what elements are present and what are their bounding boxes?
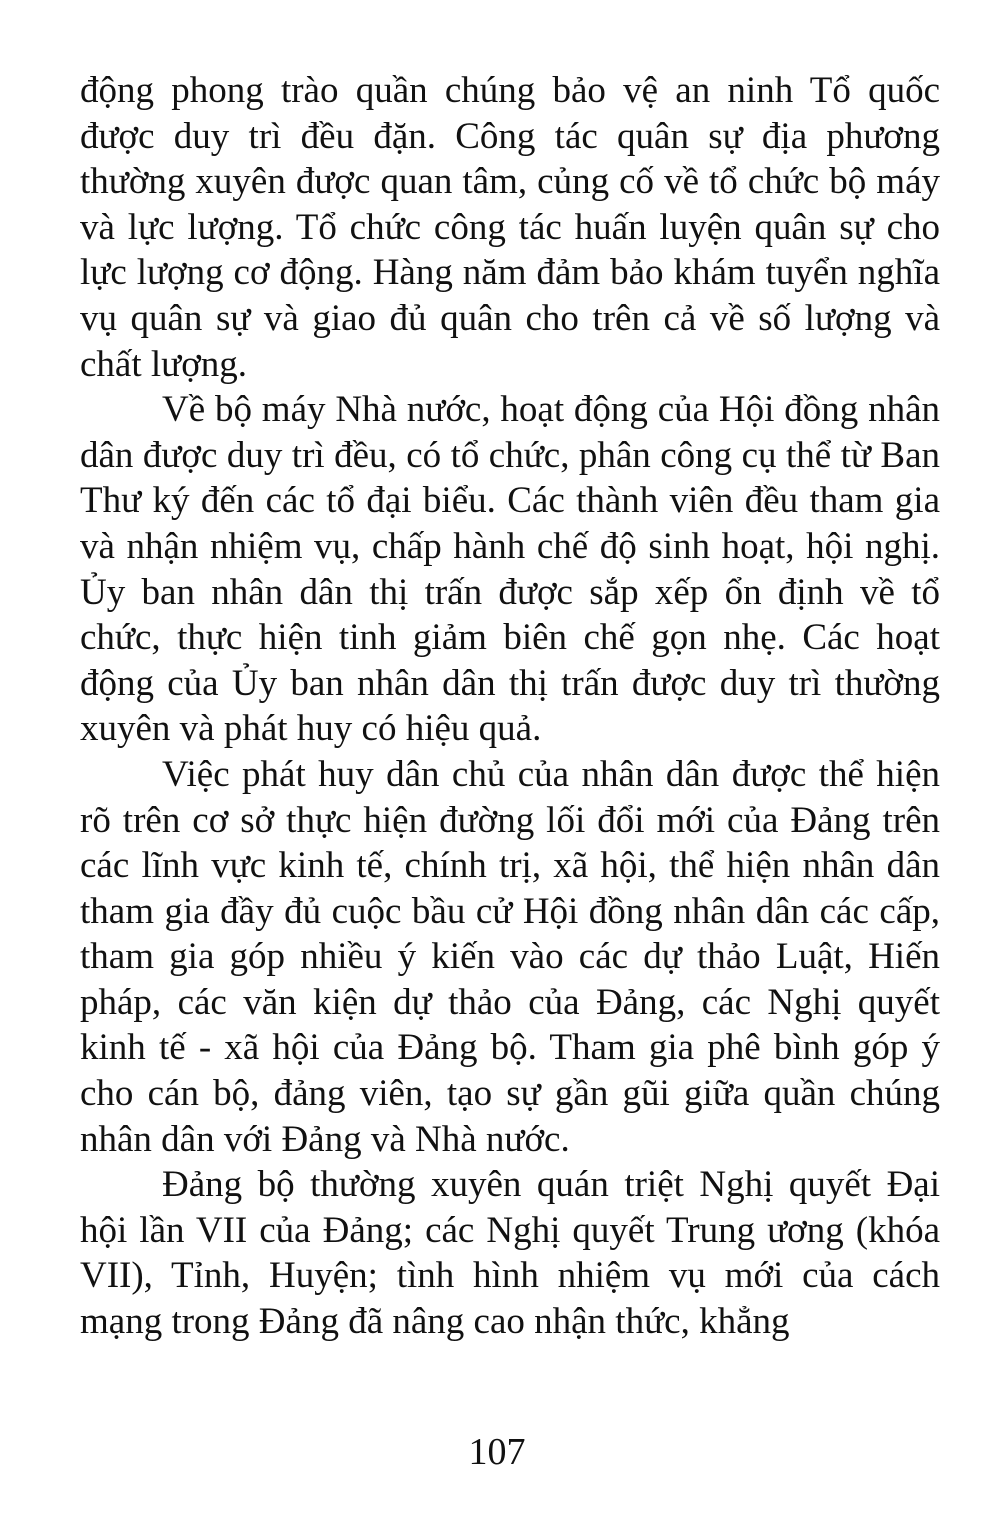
paragraph-1: động phong trào quần chúng bảo vệ an ninh Tổ quốc được duy trì đều đặn. Công tác quân sự địa phương thường xuyên được quan tâm, củng cố về tổ chức bộ máy và lực lượng. Tổ chức công tác huấn luyện quân sự cho lực lượng cơ động. Hàng năm đảm bảo khám tuyển nghĩa vụ quân sự và giao đủ quân cho trên cả về số lượng và chất lượng. — [80, 70, 940, 385]
page-body — [80, 68, 940, 1345]
paragraph-3: Việc phát huy dân chủ của nhân dân được thể hiện rõ trên cơ sở thực hiện đường lối đổi mới của Đảng trên các lĩnh vực kinh tế, chính trị, xã hội, thể hiện nhân dân tham gia đầy đủ cuộc bầu cử Hội đồng nhân dân các cấp, tham gia góp nhiều ý kiến vào các dự thảo Luật, Hiến pháp, các văn kiện dự thảo của Đảng, các Nghị quyết kinh tế - xã hội của Đảng bộ. Tham gia phê bình góp ý cho cán bộ, đảng viên, tạo sự gần gũi giữa quần chúng nhân dân với Đảng và Nhà nước. — [80, 753, 940, 1160]
page-number: 107 — [468, 1431, 526, 1473]
paragraph-4: Đảng bộ thường xuyên quán triệt Nghị quyết Đại hội lần VII của Đảng; các Nghị quyết Trung ương (khóa VII), Tỉnh, Huyện; tình hình nhiệm vụ mới của cách mạng trong Đảng đã nâng cao nhận thức, khẳng — [80, 1164, 940, 1343]
paragraph-2: Về bộ máy Nhà nước, hoạt động của Hội đồng nhân dân được duy trì đều, có tổ chức, phân công cụ thể từ Ban Thư ký đến các tổ đại biểu. Các thành viên đều tham gia và nhận nhiệm vụ, chấp hành chế độ sinh hoạt, hội nghị. Ủy ban nhân dân thị trấn được sắp xếp ổn định về tổ chức, thực hiện tinh giảm biên chế gọn nhẹ. Các hoạt động của Ủy ban nhân dân thị trấn được duy trì thường xuyên và phát huy có hiệu quả. — [80, 389, 940, 750]
